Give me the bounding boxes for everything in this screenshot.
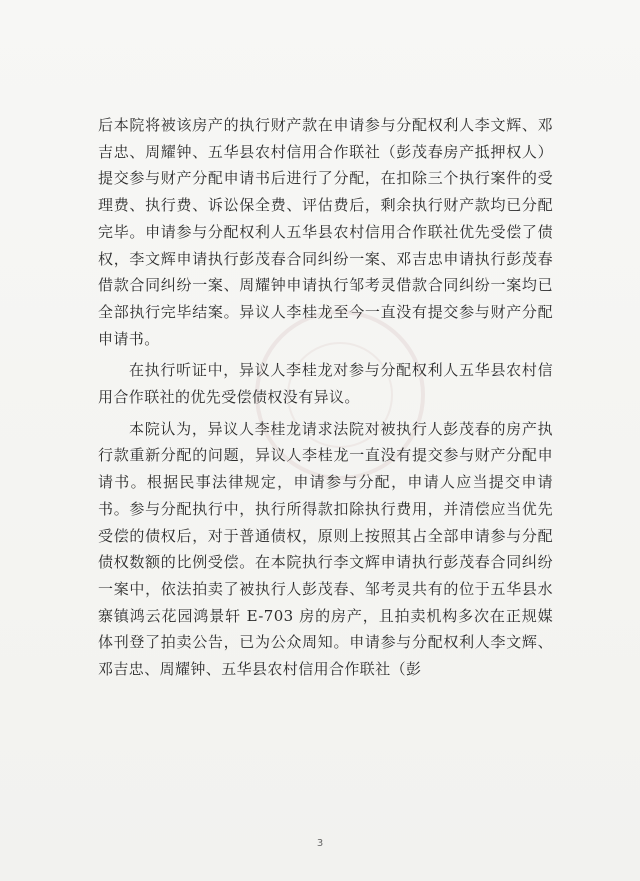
- paragraph-hearing: 在执行听证中，异议人李桂龙对参与分配权利人五华县农村信用合作联社的优先受偿债权没有异议。: [98, 361, 553, 407]
- page-number: 3: [316, 838, 324, 849]
- paragraph-continuation: 后本院将被该房产的执行财产款在申请参与分配权利人李文辉、邓吉忠、周耀钟、五华县农村信用合作联社（彭茂春房产抵押权人）提交参与财产分配申请书后进行了分配，在扣除三个执行案件的受理费、执行费、诉讼保全费、评估费后，剩余执行财产款均已分配完毕。申请参与分配权利人五华县农村信用合作联社优先受偿了债权，李文辉申请执行彭茂春合同纠纷一案、邓吉忠申请执行彭茂春借款合同纠纷一案、周耀钟申请执行邹考灵借款合同纠纷一案均已全部执行完毕结案。异议人李桂龙至今一直没有提交参与财产分配申请书。: [98, 116, 553, 348]
- document-body: [98, 112, 553, 683]
- paragraph-court-opinion: 本院认为，异议人李桂龙请求法院对被执行人彭茂春的房产执行款重新分配的问题，异议人李桂龙一直没有提交参与财产分配申请书。根据民事法律规定，申请参与分配，申请人应当提交申请书。参与分配执行中，执行所得款扣除执行费用，并清偿应当优先受偿的债权后，对于普通债权，原则上按照其占全部申请参与分配债权数额的比例受偿。在本院执行李文辉申请执行彭茂春合同纠纷一案中，依法拍卖了被执行人彭茂春、邹考灵共有的位于五华县水寨镇鸿云花园鸿景轩 E-703 房的房产，且拍卖机构多次在正规媒体刊登了拍卖公告，已为公众周知。申请参与分配权利人李文辉、邓吉忠、周耀钟、五华县农村信用合作联社（彭: [98, 419, 553, 679]
